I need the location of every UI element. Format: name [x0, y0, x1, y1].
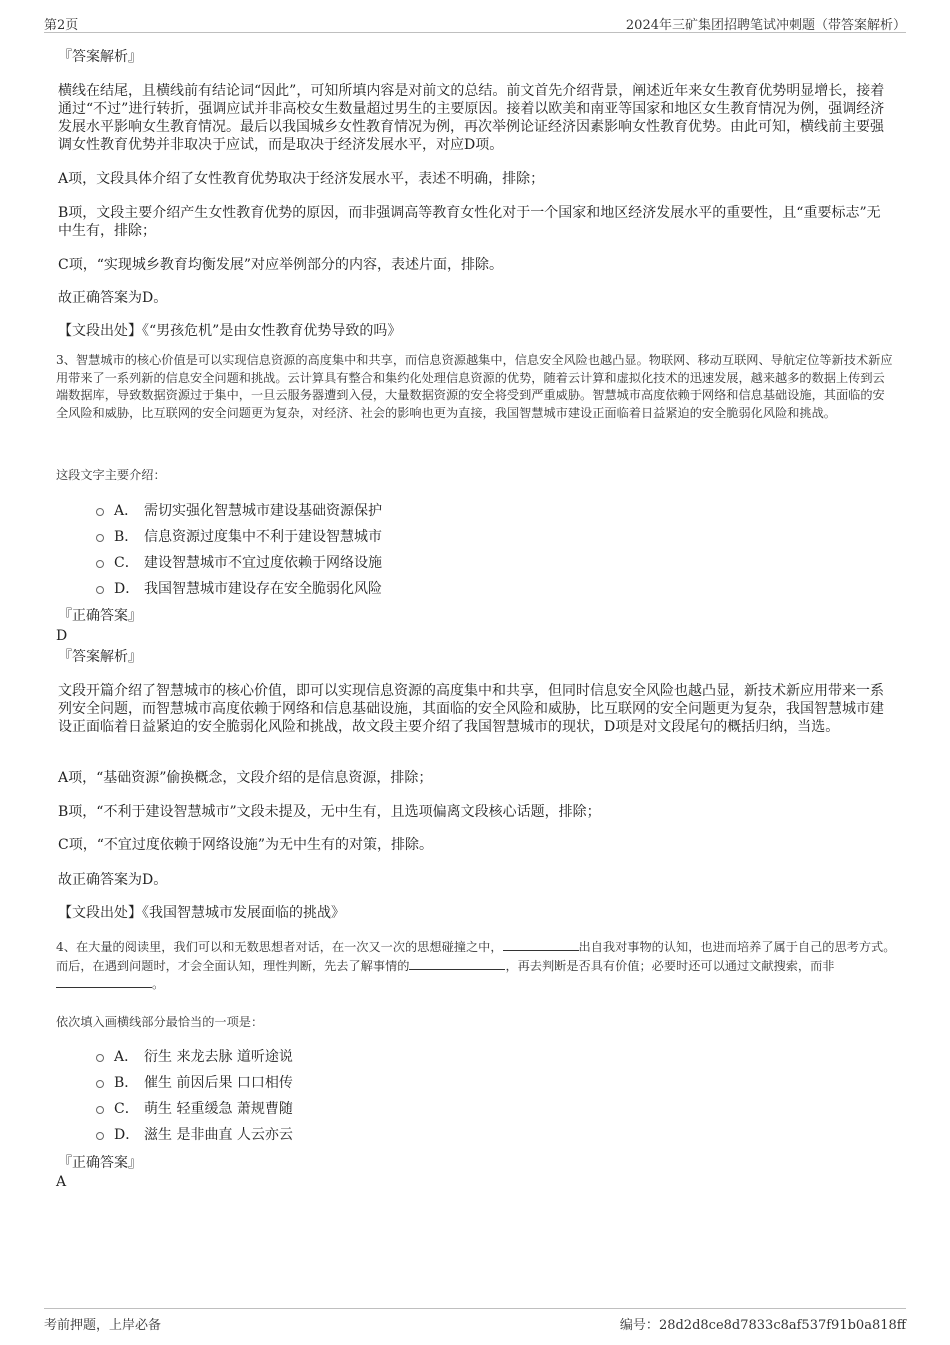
q2-item-a: A项，文段具体介绍了女性教育优势取决于经济发展水平，表述不明确，排除；	[58, 171, 545, 187]
document-title: 2024年三矿集团招聘笔试冲刺题（带答案解析）	[625, 18, 906, 33]
q2-analysis-paragraph: 横线在结尾，且横线前有结论词“因此”，可知所填内容是对前文的总结。前文首先介绍背景，阐述近年来女生教育优势明显增长，接着通过“不过”进行转折，强调应试并非高校女生数量超过男生的主要原因。接着以欧美和南亚等国家和地区女生教育情况为例，强调经济发展水平影响女生教育情况。最后以我国城乡女性教育情况为例，再次举例论证经济因素影响女性教育优势。由此可知，横线前主要强调女性教育优势并非取决于应试，而是取决于经济发展水平，对应D项。	[58, 83, 885, 153]
option-letter: A．	[114, 503, 139, 519]
q4-answer-title: 『正确答案』	[58, 1155, 142, 1171]
q3-conclusion: 故正确答案为D。	[58, 872, 168, 888]
option-text: 我国智慧城市建设存在安全脆弱化风险	[144, 581, 382, 597]
q3-stem: 3、智慧城市的核心价值是可以实现信息资源的高度集中和共享，而信息资源越集中，信息安全风险也越凸显。物联网、移动互联网、导航定位等新技术新应用带来了一系列新的信息安全问题和挑战。云计算具有整合和集约化处理信息资源的优势，随着云计算和虚拟化技术的迅速发展，越来越多的数据上传到云端数据库，导致数据资源过于集中，一旦云服务器遭到入侵，大量数据资源的安全将受到严重威胁。智慧城市高度依赖于网络和信息基础设施，其面临的安全风险和威胁，比互联网的安全问题更为复杂，对经济、社会的影响也更为直接，我国智慧城市建设正面临着日益紧迫的安全脆弱化风险和挑战。	[56, 353, 893, 420]
option-letter: A．	[114, 1049, 139, 1065]
q2-source: 【文段出处】《“男孩危机”是由女性教育优势导致的吗》	[58, 323, 402, 339]
radio-icon[interactable]	[96, 560, 104, 568]
q3-option-a[interactable]	[96, 500, 382, 520]
q3-option-d[interactable]	[96, 578, 382, 598]
radio-icon[interactable]	[96, 1132, 104, 1140]
option-text: 萌生 轻重缓急 萧规曹随	[144, 1101, 293, 1117]
option-letter: B．	[114, 529, 139, 545]
q3-item-b: B项，“不利于建设智慧城市”文段未提及，无中生有，且选项偏离文段核心话题，排除；	[58, 804, 601, 820]
page-footer	[44, 1308, 906, 1331]
radio-icon[interactable]	[96, 1080, 104, 1088]
radio-icon[interactable]	[96, 586, 104, 594]
q3-item-c: C项，“不宜过度依赖于网络设施”为无中生有的对策，排除。	[58, 837, 434, 853]
q3-source: 【文段出处】《我国智慧城市发展面临的挑战》	[58, 905, 345, 921]
q4-option-b[interactable]	[96, 1072, 293, 1092]
q3-item-a: A项，“基础资源”偷换概念，文段介绍的是信息资源，排除；	[58, 770, 433, 786]
q2-conclusion: 故正确答案为D。	[58, 290, 168, 306]
option-letter: C．	[114, 1101, 139, 1117]
q3-answer: D	[56, 628, 68, 644]
q2-item-b: B项，文段主要介绍产生女性教育优势的原因，而非强调高等教育女性化对于一个国家和地区经济发展水平的重要性，且“重要标志”无中生有，排除；	[58, 205, 881, 239]
q4-stem-part2: 出自我对事物的认知，也进而培养了属于自己的思考方式。而后，在遇到问题时，才会全面认知，理性判断，先去了解事情的	[56, 940, 896, 973]
q2-item-c: C项，“实现城乡教育均衡发展”对应举例部分的内容，表述片面，排除。	[58, 257, 504, 273]
q3-prompt: 这段文字主要介绍：	[56, 468, 166, 482]
option-letter: D．	[114, 1127, 140, 1143]
q3-option-c[interactable]	[96, 552, 382, 572]
blank-1	[503, 938, 579, 951]
radio-icon[interactable]	[96, 1054, 104, 1062]
option-text: 滋生 是非曲直 人云亦云	[144, 1127, 293, 1143]
option-letter: B．	[114, 1075, 139, 1091]
serial-number: 28d2d8ce8d7833c8af537f91b0a818ff	[658, 1318, 906, 1333]
q4-option-c[interactable]	[96, 1098, 293, 1118]
q4-stem	[56, 938, 896, 994]
blank-3	[56, 975, 152, 988]
q3-option-b[interactable]	[96, 526, 382, 546]
q3-answer-title: 『正确答案』	[58, 608, 142, 624]
footer-serial	[620, 1314, 906, 1333]
option-text: 信息资源过度集中不利于建设智慧城市	[144, 529, 382, 545]
q4-stem-part3: ，再去判断是否具有价值；必要时还可以通过文献搜索，而非	[505, 958, 835, 973]
blank-2	[409, 957, 505, 970]
page-header	[44, 12, 906, 33]
radio-icon[interactable]	[96, 534, 104, 542]
q4-stem-part4: 。	[152, 977, 165, 991]
option-letter: D．	[114, 581, 140, 597]
q4-option-a[interactable]	[96, 1046, 293, 1066]
page-number: 第2页	[44, 18, 79, 33]
option-text: 需切实强化智慧城市建设基础资源保护	[144, 503, 382, 519]
q4-stem-part1: 4、在大量的阅读里，我们可以和无数思想者对话，在一次又一次的思想碰撞之中，	[56, 940, 503, 954]
q4-answer: A	[56, 1174, 67, 1190]
option-text: 催生 前因后果 口口相传	[144, 1075, 293, 1091]
serial-label: 编号：	[619, 1318, 659, 1333]
footer-slogan: 考前押题，上岸必备	[44, 1318, 162, 1333]
option-letter: C．	[114, 555, 139, 571]
q4-option-d[interactable]	[96, 1124, 293, 1144]
q2-analysis-title: 『答案解析』	[58, 49, 142, 65]
radio-icon[interactable]	[96, 508, 104, 516]
q3-analysis-title: 『答案解析』	[58, 649, 142, 665]
q3-analysis-paragraph: 文段开篇介绍了智慧城市的核心价值，即可以实现信息资源的高度集中和共享，但同时信息安全风险也越凸显，新技术新应用带来一系列安全问题，而智慧城市高度依赖于网络和信息基础设施，其面临的安全风险和威胁，比互联网的安全问题更为复杂，我国智慧城市建设正面临着日益紧迫的安全脆弱化风险和挑战，故文段主要介绍了我国智慧城市的现状，D项是对文段尾句的概括归纳，当选。	[58, 683, 884, 735]
q4-prompt: 依次填入画横线部分最恰当的一项是：	[56, 1015, 264, 1029]
radio-icon[interactable]	[96, 1106, 104, 1114]
option-text: 建设智慧城市不宜过度依赖于网络设施	[144, 555, 382, 571]
option-text: 衍生 来龙去脉 道听途说	[144, 1049, 293, 1065]
